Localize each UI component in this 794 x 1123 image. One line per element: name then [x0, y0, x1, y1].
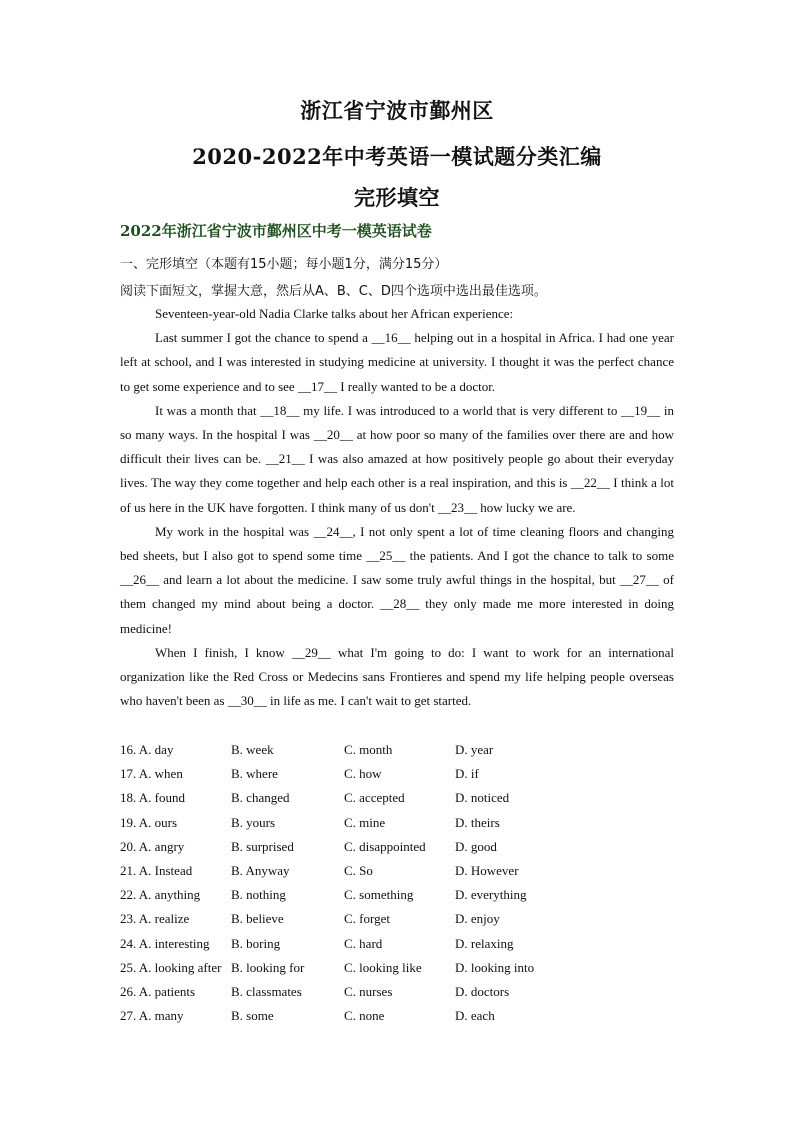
- option-c: C. looking like: [344, 959, 422, 975]
- option-b: B. looking for: [231, 959, 305, 975]
- option-b: B. week: [231, 742, 274, 757]
- option-b: B. some: [231, 1008, 274, 1024]
- option-d: D. good: [455, 838, 497, 854]
- answer-options-list: [120, 738, 680, 1028]
- option-d: D. enjoy: [455, 911, 500, 927]
- option-c: C. hard: [344, 935, 383, 951]
- option-c: C. accepted: [344, 790, 405, 806]
- passage-paragraph: It was a month that __18__ my life. I was introduced to a world that is very different to __19__ in so many ways. In the hospital I was __20__ at how poor so many of the families over there are and how difficult their lives can be. __21__ I was also amazed at how positively people go about their everyday lives. The way they come together and help each other is a real inspiration, and this is __22__ I think a lot of us here in the UK have forgotten. I think many of us don't __23__ how lucky we are.: [120, 402, 674, 515]
- question-options-row: [120, 883, 680, 907]
- option-b: B. classmates: [231, 983, 302, 999]
- option-b: B. nothing: [231, 887, 286, 903]
- option-a: 26. A. patients: [120, 983, 196, 999]
- option-d: D. noticed: [455, 790, 510, 806]
- option-d: D. relaxing: [455, 935, 514, 951]
- section-instruction: 一、完形填空（本题有15小题；每小题1分，满分15分）: [120, 257, 448, 272]
- question-options-row: [120, 811, 680, 835]
- option-c: C. nurses: [344, 983, 393, 999]
- option-d: D. year: [455, 742, 494, 757]
- option-d: D. doctors: [455, 983, 510, 999]
- option-d: D. each: [455, 1008, 495, 1024]
- option-c: C. mine: [344, 814, 386, 830]
- option-a: 23. A. realize: [120, 911, 190, 927]
- option-a: 20. A. angry: [120, 838, 185, 854]
- question-options-row: [120, 786, 680, 810]
- option-b: B. boring: [231, 935, 281, 951]
- option-c: C. month: [344, 742, 393, 757]
- question-options-row: [120, 907, 680, 931]
- section-title: 2022年浙江省宁波市鄞州区中考一模英语试卷: [120, 222, 432, 240]
- option-a: 24. A. interesting: [120, 935, 210, 951]
- question-options-row: [120, 980, 680, 1004]
- option-a: 17. A. when: [120, 766, 183, 782]
- passage-paragraph: Last summer I got the chance to spend a __16__ helping out in a hospital in Africa. I had one year left at school, and I was interested in studying medicine at university. I thought it was the perfect chance to get some experience and to see __17__ I really wanted to be a doctor.: [120, 330, 674, 394]
- reading-instruction: 阅读下面短文，掌握大意，然后从A、B、C、D四个选项中选出最佳选项。: [120, 284, 547, 299]
- document-title-topic: 完形填空: [354, 185, 440, 210]
- option-a: 25. A. looking after: [120, 959, 222, 975]
- question-options-row: [120, 835, 680, 859]
- option-b: B. Anyway: [231, 862, 290, 878]
- document-title-region: 浙江省宁波市鄞州区: [300, 98, 494, 123]
- option-c: C. none: [344, 1008, 385, 1024]
- document-title-main: 2020-2022年中考英语一模试题分类汇编: [192, 144, 602, 169]
- option-c: C. how: [344, 766, 382, 782]
- option-c: C. something: [344, 887, 414, 903]
- option-d: D. looking into: [455, 959, 535, 975]
- question-options-row: [120, 1004, 680, 1028]
- option-a: 27. A. many: [120, 1008, 184, 1024]
- option-a: 22. A. anything: [120, 887, 201, 903]
- question-options-row: [120, 956, 680, 980]
- question-options-row: [120, 859, 680, 883]
- question-options-row: [120, 932, 680, 956]
- question-options-row: [120, 762, 680, 786]
- option-b: B. yours: [231, 814, 276, 830]
- option-b: B. surprised: [231, 838, 294, 854]
- question-options-row: [120, 738, 680, 762]
- option-d: D. if: [455, 766, 479, 782]
- option-b: B. where: [231, 766, 278, 782]
- option-a: 18. A. found: [120, 790, 185, 806]
- option-c: C. So: [344, 862, 373, 878]
- option-a: 19. A. ours: [120, 814, 178, 830]
- option-a: 21. A. Instead: [120, 862, 193, 878]
- option-b: B. changed: [231, 790, 290, 806]
- passage-paragraph: My work in the hospital was __24__, I not only spent a lot of time cleaning floors and changing bed sheets, but I also got to spend some time __25__ the patients. And I got the chance to talk to some __26__ and learn a lot about the medicine. I saw some truly awful things in the hospital, but __27__ of them changed my mind about being a doctor. __28__ they only made me more interested in doing medicine!: [120, 523, 674, 636]
- passage-paragraph: When I finish, I know __29__ what I'm going to do: I want to work for an international organization like the Red Cross or Medecins sans Frontieres and spend my life helping people overseas who haven't been as __30__ in life as me. I can't wait to get started.: [120, 644, 674, 709]
- option-d: D. everything: [455, 887, 527, 903]
- passage-paragraph: Seventeen-year-old Nadia Clarke talks about her African experience:: [155, 306, 514, 321]
- option-b: B. believe: [231, 911, 284, 927]
- option-c: C. forget: [344, 911, 390, 927]
- option-d: D. However: [455, 862, 519, 878]
- cloze-passage: [120, 302, 674, 713]
- option-d: D. theirs: [455, 814, 500, 830]
- option-a: 16. A. day: [120, 742, 174, 757]
- option-c: C. disappointed: [344, 838, 426, 854]
